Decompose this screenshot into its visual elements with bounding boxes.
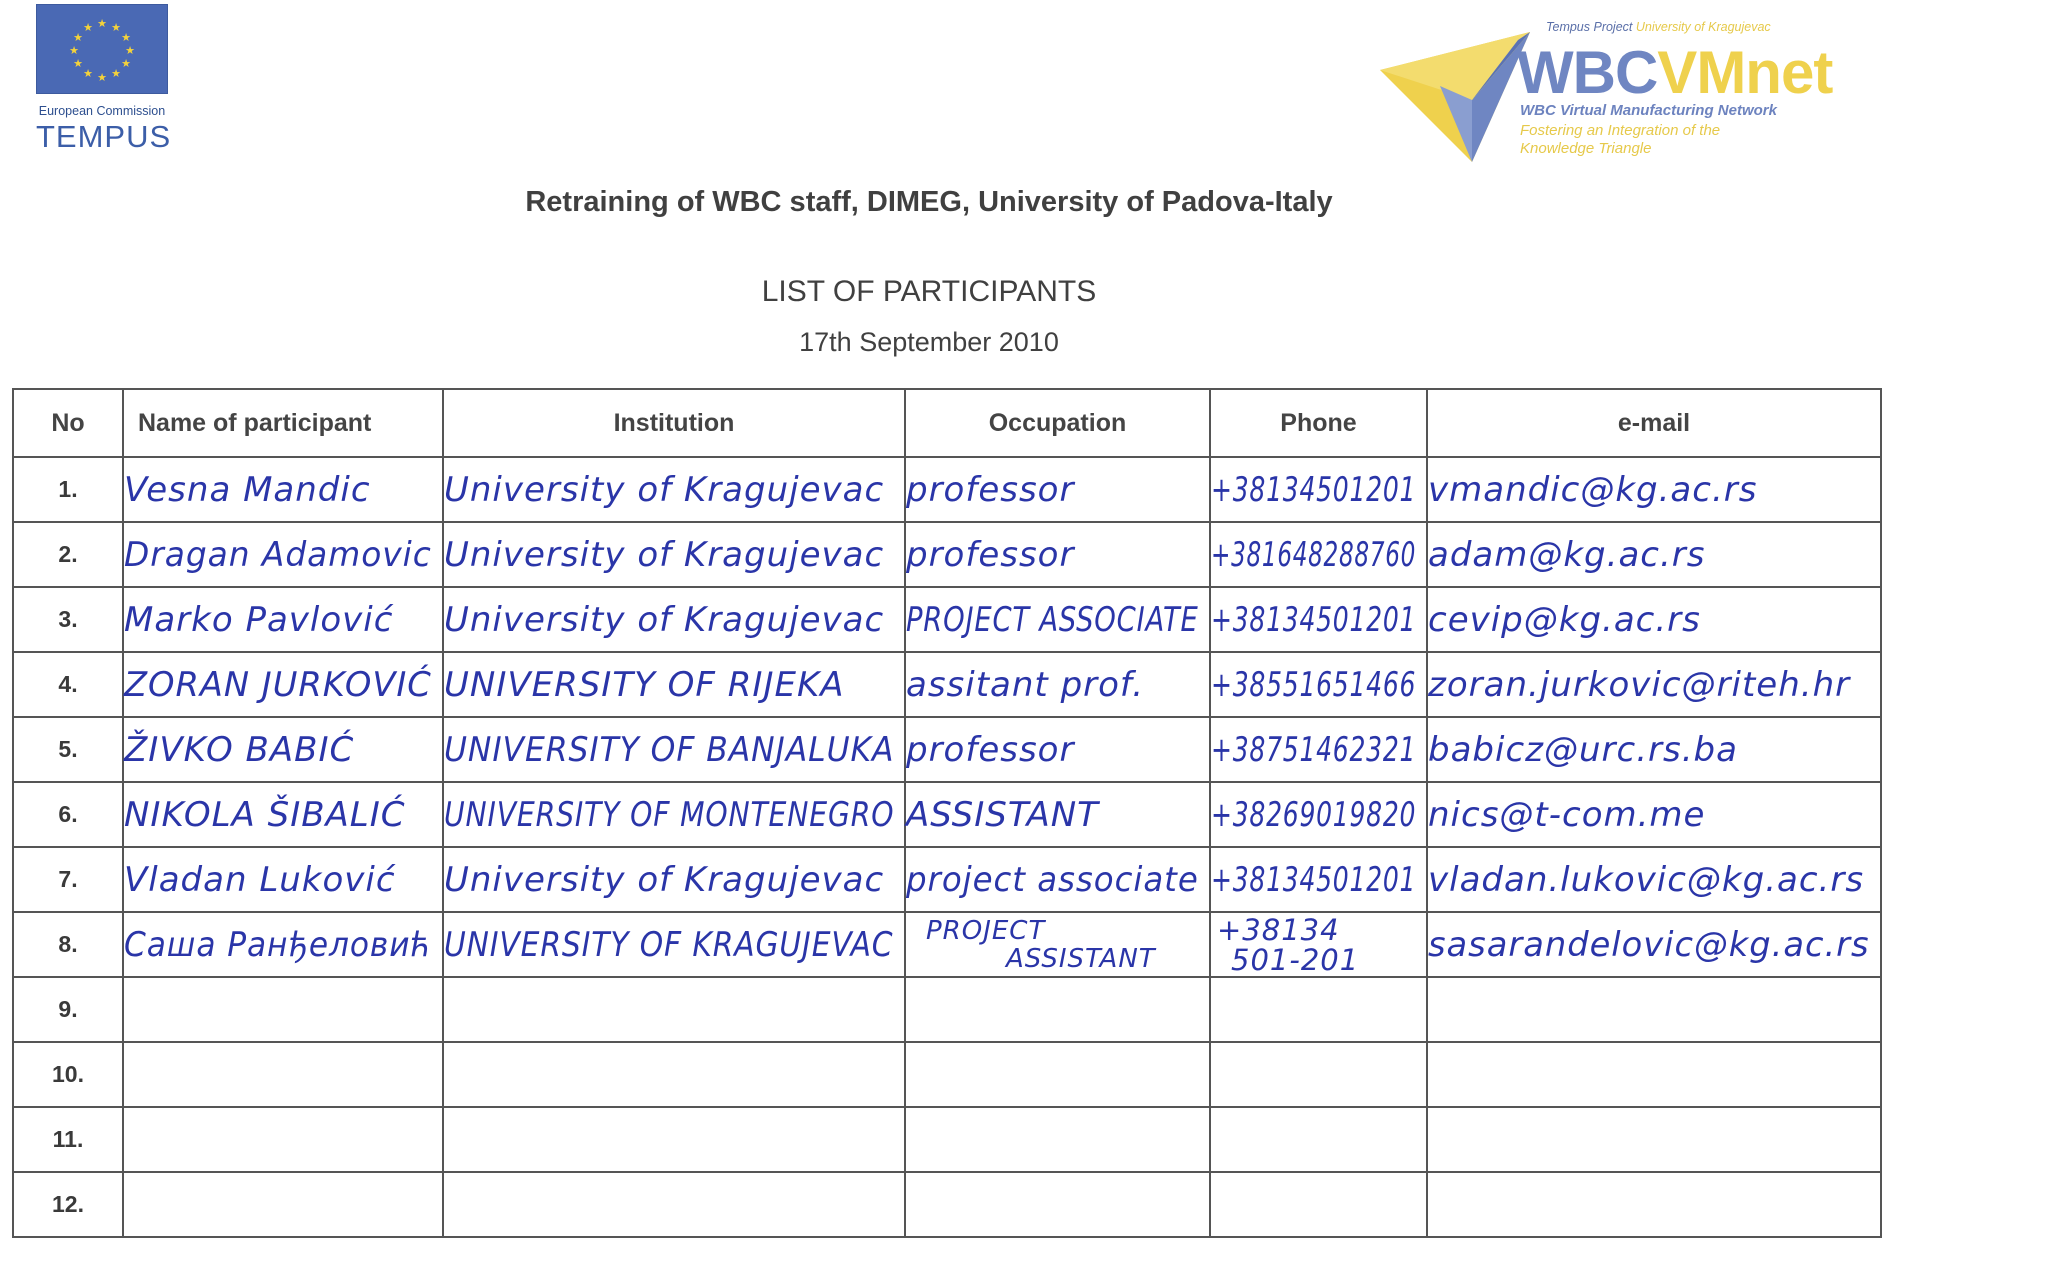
eu-logo-caption: European Commission (38, 104, 166, 118)
participant-occupation: ASSISTANT (905, 782, 1210, 847)
participant-occupation (905, 977, 1210, 1042)
svg-text:★: ★ (111, 67, 121, 80)
table-row (13, 847, 1881, 912)
row-number: 12. (13, 1172, 123, 1237)
wbc-tagline-1: Fostering an Integration of the (1520, 122, 1721, 139)
participant-phone (1210, 912, 1427, 977)
participant-occupation: professor (905, 717, 1210, 782)
row-number: 7. (13, 847, 123, 912)
participant-name (123, 1107, 443, 1172)
table-row (13, 522, 1881, 587)
table-row (13, 977, 1881, 1042)
participant-phone: +38269019820 (1210, 782, 1427, 847)
participant-institution: University of Kragujevac (443, 847, 905, 912)
participants-table (12, 388, 1882, 1238)
participant-email: vmandic@kg.ac.rs (1427, 457, 1881, 522)
table-row (13, 587, 1881, 652)
row-number: 1. (13, 457, 123, 522)
wbc-logo-name: WBCVMnet (1517, 39, 1833, 106)
table-row (13, 717, 1881, 782)
wbc-tagline-2: Knowledge Triangle (1520, 140, 1652, 157)
wbc-project-line: Tempus Project University of Kragujevac (1546, 20, 1771, 34)
participant-email: vladan.lukovic@kg.ac.rs (1427, 847, 1881, 912)
column-header-phone: Phone (1210, 389, 1427, 457)
participant-email: zoran.jurkovic@riteh.hr (1427, 652, 1881, 717)
occupation-line-1: PROJECT (926, 915, 1046, 946)
occupation-line-2: ASSISTANT (1006, 943, 1156, 974)
participant-email: nics@t-com.me (1427, 782, 1881, 847)
participant-name: Vladan Luković (123, 847, 443, 912)
participant-institution: UNIVERSITY OF KRAGUJEVAC (443, 912, 905, 977)
participant-phone: +38751462321 (1210, 717, 1427, 782)
svg-text:★: ★ (121, 57, 131, 70)
participant-email: sasarandelovic@kg.ac.rs (1427, 912, 1881, 977)
participant-email: babicz@urc.rs.ba (1427, 717, 1881, 782)
participant-name: Dragan Adamovic (123, 522, 443, 587)
participant-email (1427, 1172, 1881, 1237)
participant-occupation (905, 1042, 1210, 1107)
svg-text:★: ★ (121, 31, 131, 44)
participant-occupation: professor (905, 457, 1210, 522)
row-number: 3. (13, 587, 123, 652)
participant-email (1427, 1107, 1881, 1172)
row-number: 9. (13, 977, 123, 1042)
row-number: 6. (13, 782, 123, 847)
participant-institution: University of Kragujevac (443, 522, 905, 587)
phone-line-2: 501-201 (1231, 942, 1360, 977)
document-title: Retraining of WBC staff, DIMEG, University of Padova-Italy (525, 186, 1333, 218)
row-number: 10. (13, 1042, 123, 1107)
participant-phone (1210, 1107, 1427, 1172)
participant-occupation: assitant prof. (905, 652, 1210, 717)
participant-phone: +38134501201 (1210, 457, 1427, 522)
participant-phone: +38551651466 (1210, 652, 1427, 717)
participant-name: NIKOLA ŠIBALIĆ (123, 782, 443, 847)
wbc-triangle-icon (1380, 22, 1530, 162)
eu-logo-name: TEMPUS (36, 119, 172, 154)
participant-occupation: project associate (905, 847, 1210, 912)
participant-occupation (905, 912, 1210, 977)
participant-institution (443, 1172, 905, 1237)
eu-flag-icon (36, 4, 168, 94)
column-header-occupation: Occupation (905, 389, 1210, 457)
svg-text:★: ★ (111, 21, 121, 34)
participant-email: adam@kg.ac.rs (1427, 522, 1881, 587)
participant-phone: +38134501201 (1210, 587, 1427, 652)
participant-institution: University of Kragujevac (443, 587, 905, 652)
row-number: 8. (13, 912, 123, 977)
table-row (13, 652, 1881, 717)
participant-name (123, 1042, 443, 1107)
participant-name: Саша Ранђеловић (123, 912, 443, 977)
row-number: 4. (13, 652, 123, 717)
svg-text:★: ★ (73, 57, 83, 70)
participant-institution: UNIVERSITY OF MONTENEGRO (443, 782, 905, 847)
participant-occupation: professor (905, 522, 1210, 587)
participant-name: Vesna Mandic (123, 457, 443, 522)
svg-text:★: ★ (83, 21, 93, 34)
column-header-institution: Institution (443, 389, 905, 457)
participant-email: cevip@kg.ac.rs (1427, 587, 1881, 652)
table-row (13, 782, 1881, 847)
row-number: 5. (13, 717, 123, 782)
wbc-logo-subtitle: WBC Virtual Manufacturing Network (1520, 102, 1777, 119)
table-row (13, 912, 1881, 977)
participant-institution (443, 1042, 905, 1107)
row-number: 11. (13, 1107, 123, 1172)
wbcvmnet-logo (1380, 12, 1833, 162)
participant-phone (1210, 1042, 1427, 1107)
participant-occupation (905, 1172, 1210, 1237)
column-header-name: Name of participant (123, 389, 443, 457)
row-number: 2. (13, 522, 123, 587)
participant-occupation: PROJECT ASSOCIATE (905, 587, 1210, 652)
table-header-row (13, 389, 1881, 457)
participant-name (123, 977, 443, 1042)
svg-text:★: ★ (73, 31, 83, 44)
table-row (13, 1107, 1881, 1172)
svg-text:★: ★ (69, 44, 79, 57)
svg-text:★: ★ (125, 44, 135, 57)
table-row (13, 1042, 1881, 1107)
participant-institution: UNIVERSITY OF BANJALUKA (443, 717, 905, 782)
participant-phone: +38134501201 (1210, 847, 1427, 912)
european-commission-tempus-logo (36, 4, 172, 155)
participant-phone: +381648288760 (1210, 522, 1427, 587)
svg-text:★: ★ (97, 17, 107, 30)
participant-institution (443, 1107, 905, 1172)
participant-name: ŽIVKO BABIĆ (123, 717, 443, 782)
table-row (13, 1172, 1881, 1237)
phone-line-1: +38134 (1217, 912, 1340, 947)
participant-email (1427, 1042, 1881, 1107)
participant-phone (1210, 977, 1427, 1042)
participant-name (123, 1172, 443, 1237)
table-row (13, 457, 1881, 522)
participant-email (1427, 977, 1881, 1042)
svg-text:★: ★ (83, 67, 93, 80)
column-header-email: e-mail (1427, 389, 1881, 457)
participant-institution: UNIVERSITY OF RIJEKA (443, 652, 905, 717)
participant-name: ZORAN JURKOVIĆ (123, 652, 443, 717)
participant-name: Marko Pavlović (123, 587, 443, 652)
document-subtitle: LIST OF PARTICIPANTS (761, 275, 1097, 308)
participant-phone (1210, 1172, 1427, 1237)
column-header-no: No (13, 389, 123, 457)
participant-institution (443, 977, 905, 1042)
document-date: 17th September 2010 (799, 327, 1059, 357)
svg-text:★: ★ (97, 71, 107, 84)
participant-occupation (905, 1107, 1210, 1172)
participant-institution: University of Kragujevac (443, 457, 905, 522)
